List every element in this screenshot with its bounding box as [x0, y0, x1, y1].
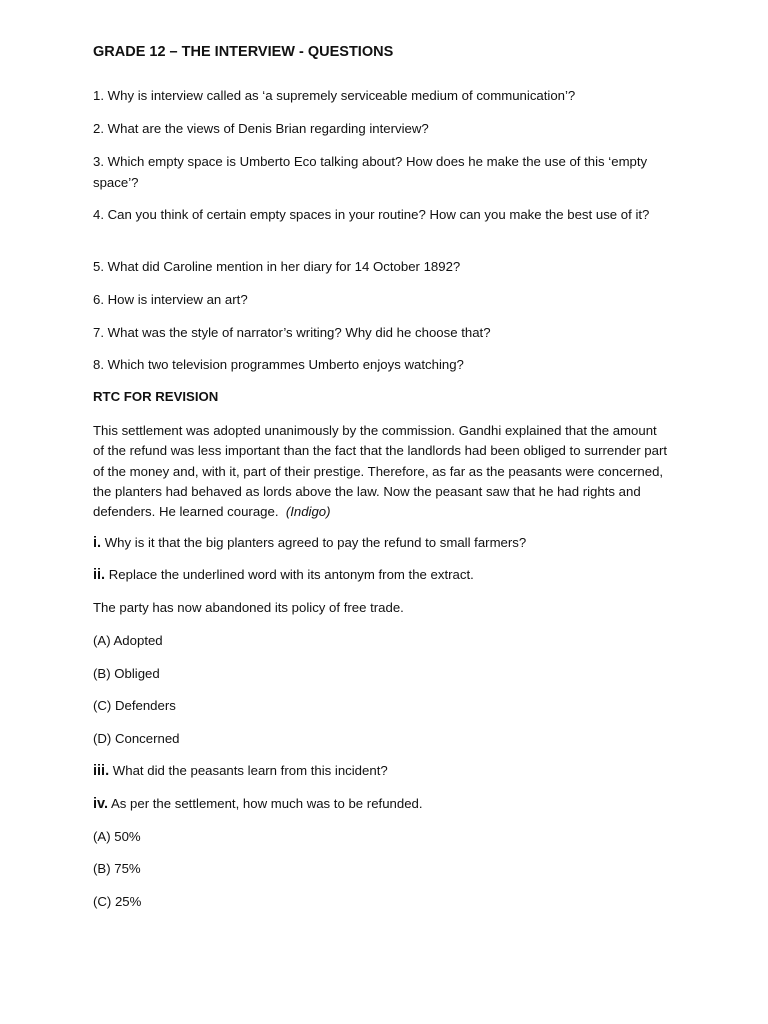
rtc-question-2-text: Replace the underlined word with its antonym from the extract. — [108, 567, 474, 582]
option-d: (D) Concerned — [93, 731, 180, 746]
question-2: 2. What are the views of Denis Brian regarding interview? — [93, 121, 429, 136]
option-a-percent: (A) 50% — [93, 829, 141, 844]
question-7: 7. What was the style of narrator’s writing? Why did he choose that? — [93, 325, 491, 340]
rtc-question-4-text: As per the settlement, how much was to be refunded. — [110, 796, 423, 811]
option-b-percent: (B) 75% — [93, 861, 141, 876]
page-title: GRADE 12 – THE INTERVIEW - QUESTIONS — [93, 44, 394, 60]
question-5: 5. What did Caroline mention in her diary for 14 October 1892? — [93, 259, 461, 274]
rtc-question-2-sentence: The party has now abandoned its policy of free trade. — [93, 600, 404, 615]
rtc-question-4 — [93, 796, 423, 812]
extract-source: (Indigo) — [285, 504, 331, 520]
extract-text: This settlement was adopted unanimously by the commission. Gandhi explained that the amount of the refund was less important than the fact that the landlords had been obliged to surrender part of the money and, with it, part of their prestige. Therefore, as far as the peasants were concerned, the planters had behaved as lords above the law. Now the peasant saw that he had rights and defenders. He learned courage. — [93, 423, 668, 520]
extract-paragraph — [93, 421, 671, 522]
rtc-question-4-number: iv. — [93, 796, 109, 812]
option-a: (A) Adopted — [93, 633, 163, 648]
rtc-question-1-text: Why is it that the big planters agreed to pay the refund to small farmers? — [104, 535, 527, 550]
option-c: (C) Defenders — [93, 698, 176, 713]
question-3: 3. Which empty space is Umberto Eco talking about? How does he make the use of this ‘empty space’? — [93, 154, 648, 190]
rtc-question-1-number: i. — [93, 535, 102, 551]
rtc-question-3-number: iii. — [93, 763, 110, 779]
rtc-question-1 — [93, 535, 526, 551]
rtc-question-2-number: ii. — [93, 567, 106, 583]
question-6: 6. How is interview an art? — [93, 292, 248, 307]
rtc-question-2 — [93, 567, 474, 583]
rtc-question-3 — [93, 763, 388, 779]
question-1: 1. Why is interview called as ‘a supremely serviceable medium of communication’? — [93, 88, 576, 103]
option-b: (B) Obliged — [93, 666, 160, 681]
question-4: 4. Can you think of certain empty spaces in your routine? How can you make the best use of it? — [93, 207, 650, 222]
question-8: 8. Which two television programmes Umberto enjoys watching? — [93, 357, 464, 372]
option-c-percent: (C) 25% — [93, 894, 142, 909]
section-heading-rtc: RTC FOR REVISION — [93, 389, 219, 404]
rtc-question-3-text: What did the peasants learn from this incident? — [112, 763, 388, 778]
